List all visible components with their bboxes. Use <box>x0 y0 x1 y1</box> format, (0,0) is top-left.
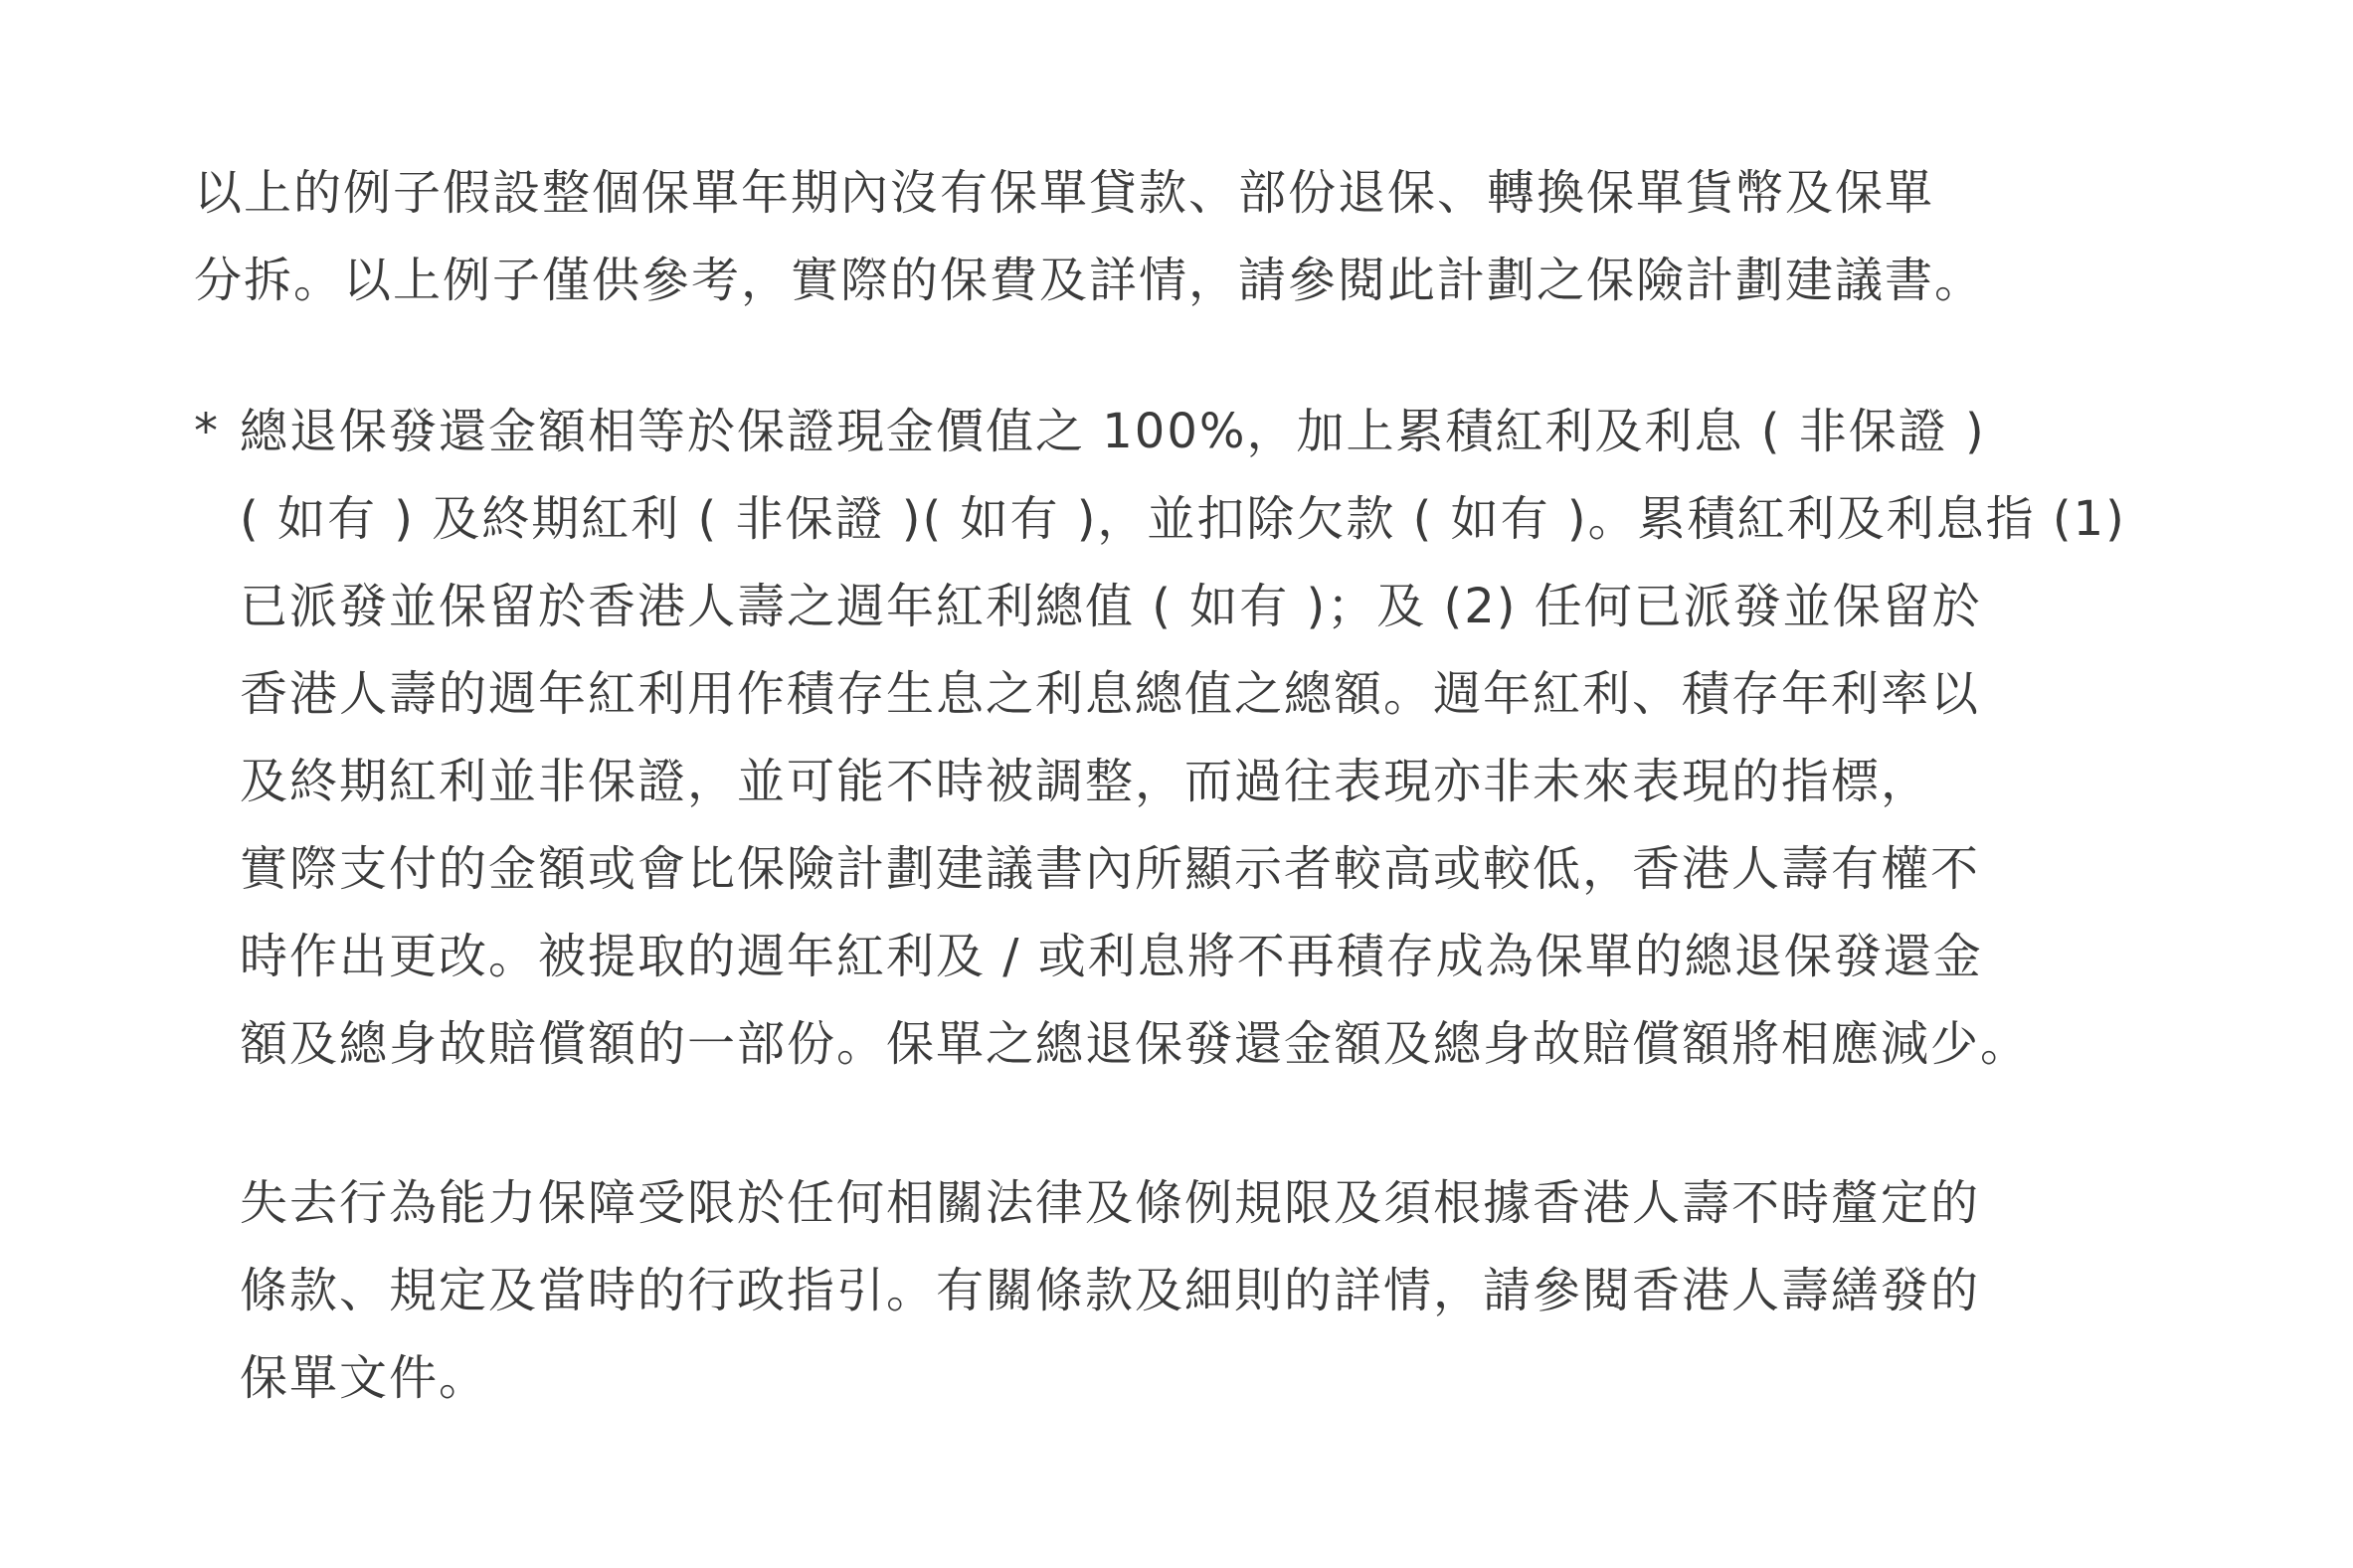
example-assumption-paragraph <box>194 149 1984 324</box>
paragraph-line: 分拆。以上例子僅供參考，實際的保費及詳情，請參閱此計劃之保險計劃建議書。 <box>194 253 1985 308</box>
paragraph-line: 保單文件。 <box>240 1350 489 1406</box>
footnote-line: 香港人壽的週年紅利用作積存生息之利息總值之總額。週年紅利、積存年利率以 <box>240 666 1981 722</box>
paragraph-line: 條款、規定及當時的行政指引。有關條款及細則的詳情，請參閱香港人壽繕發的 <box>240 1263 1981 1318</box>
footnote-line: 及終期紅利並非保證，並可能不時被調整，而過往表現亦非未來表現的指標， <box>240 754 1931 809</box>
footnote-marker: * <box>194 404 220 459</box>
paragraph-line: 以上的例子假設整個保單年期內沒有保單貸款、部份退保、轉換保單貨幣及保單 <box>194 165 1935 221</box>
footnote-line: 額及總身故賠償額的一部份。保單之總退保發還金額及總身故賠償額將相應減少。 <box>240 1016 2031 1072</box>
footnote-line: 已派發並保留於香港人壽之週年紅利總值 ( 如有 )；及 (2) 任何已派發並保留於 <box>240 579 1982 634</box>
footnote-body <box>240 388 2126 1088</box>
footnote-line: 實際支付的金額或會比保險計劃建議書內所顯示者較高或較低，香港人壽有權不 <box>240 841 1981 897</box>
paragraph-line: 失去行為能力保障受限於任何相關法律及條例規限及須根據香港人壽不時釐定的 <box>240 1175 1981 1231</box>
footnote-line: ( 如有 ) 及終期紅利 ( 非保證 )( 如有 )，並扣除欠款 ( 如有 )。累積紅利及利息指 (1) <box>240 491 2126 547</box>
footnote-line: 總退保發還金額相等於保證現金價值之 100%，加上累積紅利及利息 ( 非保證 ) <box>240 404 1986 459</box>
disability-benefit-paragraph <box>240 1159 1980 1422</box>
footnote-line: 時作出更改。被提取的週年紅利及 / 或利息將不再積存成為保單的總退保發還金 <box>240 929 1983 984</box>
